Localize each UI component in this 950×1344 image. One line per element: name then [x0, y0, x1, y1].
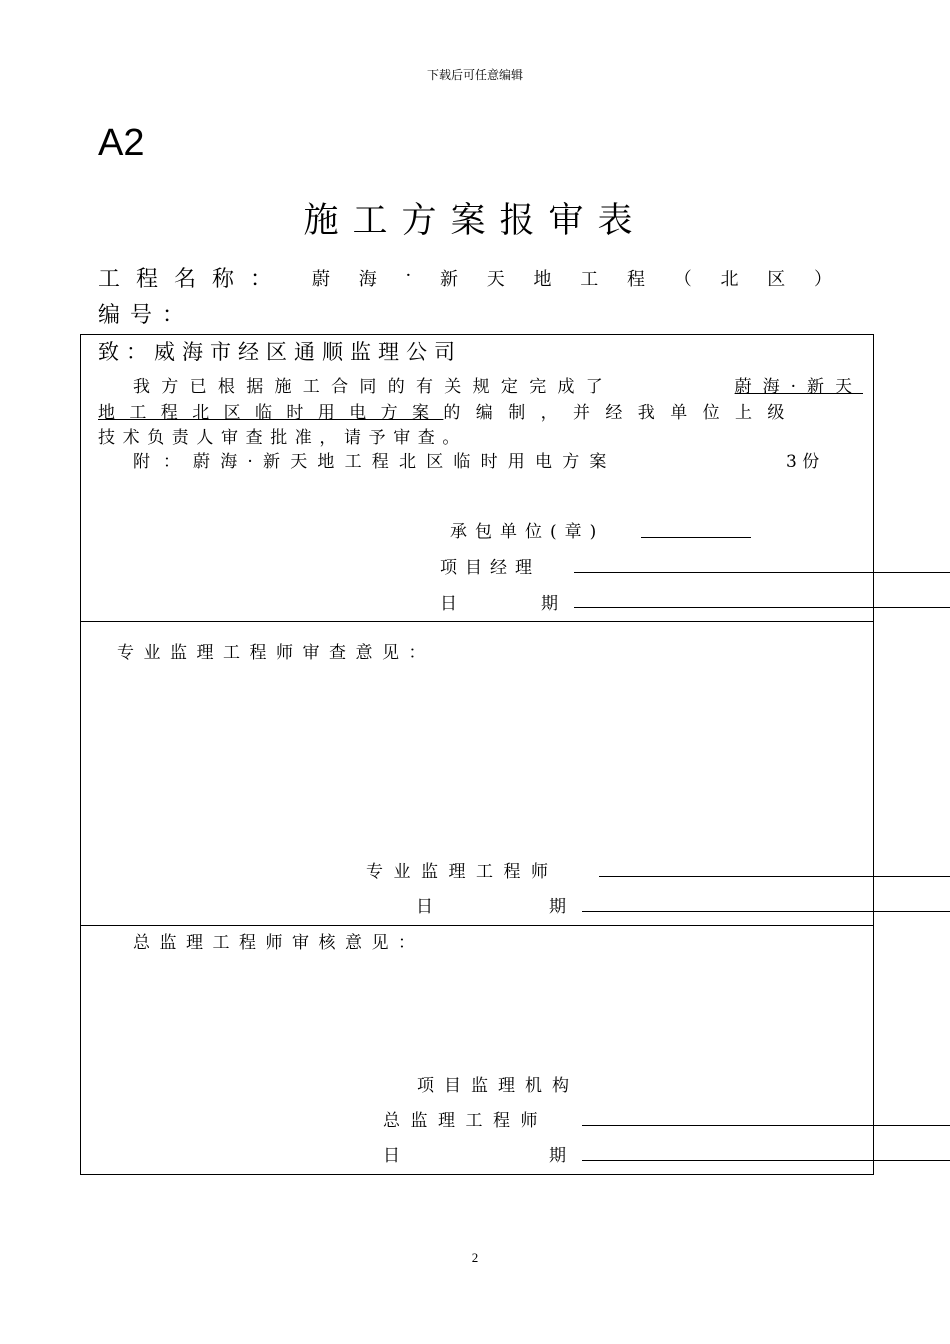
project-char: 工 — [580, 269, 599, 290]
document-title: 施工方案报审表 — [303, 201, 647, 241]
page-number: 2 — [471, 1250, 479, 1265]
supervision-org-label: 项目监理机构 — [417, 1076, 579, 1096]
specialist-opinion-label: 专业监理工程师审查意见： — [117, 643, 435, 663]
form-code: A2 — [98, 122, 145, 164]
project-manager-label: 项目经理 — [440, 558, 540, 578]
project-char: 地 — [533, 269, 552, 290]
project-char: （ — [673, 269, 692, 290]
contractor-unit-line — [641, 537, 751, 538]
section-divider — [80, 621, 874, 622]
contractor-date-label-1: 日 — [440, 594, 465, 614]
body-line-3: 技术负责人审查批准，请予审查。 — [98, 428, 467, 448]
body-text: 我方已根据施工合同的有关规定完成了 — [133, 377, 615, 397]
project-name-label: 工程名称： — [98, 267, 289, 292]
specialist-date-label-1: 日 — [416, 897, 441, 917]
chief-sign-label: 总监理工程师 — [383, 1111, 548, 1131]
attachment-line — [133, 447, 617, 472]
chief-date-label-1: 日 — [383, 1146, 408, 1166]
specialist-date-label-2: 期 — [549, 897, 574, 917]
attachment-name: 蔚海·新天地工程北区临时用电方案 — [193, 452, 617, 472]
project-char: 海 — [358, 269, 377, 290]
attachment-label: 附： — [133, 452, 193, 472]
project-underlined: 地工程北区临时用电方案 — [98, 403, 444, 423]
contractor-unit-label: 承包单位(章) — [450, 522, 605, 542]
contractor-date-label-2: 期 — [541, 594, 566, 614]
specialist-sign-line — [599, 876, 950, 877]
project-char: 天 — [486, 269, 505, 290]
body-line-2 — [98, 398, 852, 423]
chief-date-label-2: 期 — [549, 1146, 574, 1166]
project-char: 新 — [439, 269, 458, 290]
section-divider — [80, 925, 874, 926]
specialist-date-line — [582, 911, 950, 912]
project-name-value — [312, 265, 832, 291]
header-note: 下载后可任意编辑 — [426, 68, 523, 82]
project-char: · — [405, 265, 412, 286]
specialist-sign-label: 专业监理工程师 — [366, 862, 559, 882]
project-underlined: 蔚海·新天 — [734, 377, 863, 397]
project-char: 程 — [626, 269, 645, 290]
project-char: 区 — [767, 269, 786, 290]
project-char: ） — [813, 269, 832, 290]
attachment-count: 3 份 — [786, 452, 820, 472]
project-manager-line — [574, 572, 950, 573]
body-line-1 — [133, 372, 863, 397]
number-label: 编号： — [98, 303, 195, 328]
chief-opinion-label: 总监理工程师审核意见： — [133, 933, 425, 953]
chief-date-line — [582, 1160, 950, 1161]
addressee: 致：威海市经区通顺监理公司 — [98, 340, 462, 364]
chief-sign-line — [582, 1125, 950, 1126]
project-char: 北 — [720, 269, 739, 290]
body-text: 的编制，并经我单位上级 — [443, 403, 800, 423]
contractor-date-line — [574, 607, 950, 608]
project-char: 蔚 — [312, 269, 330, 290]
